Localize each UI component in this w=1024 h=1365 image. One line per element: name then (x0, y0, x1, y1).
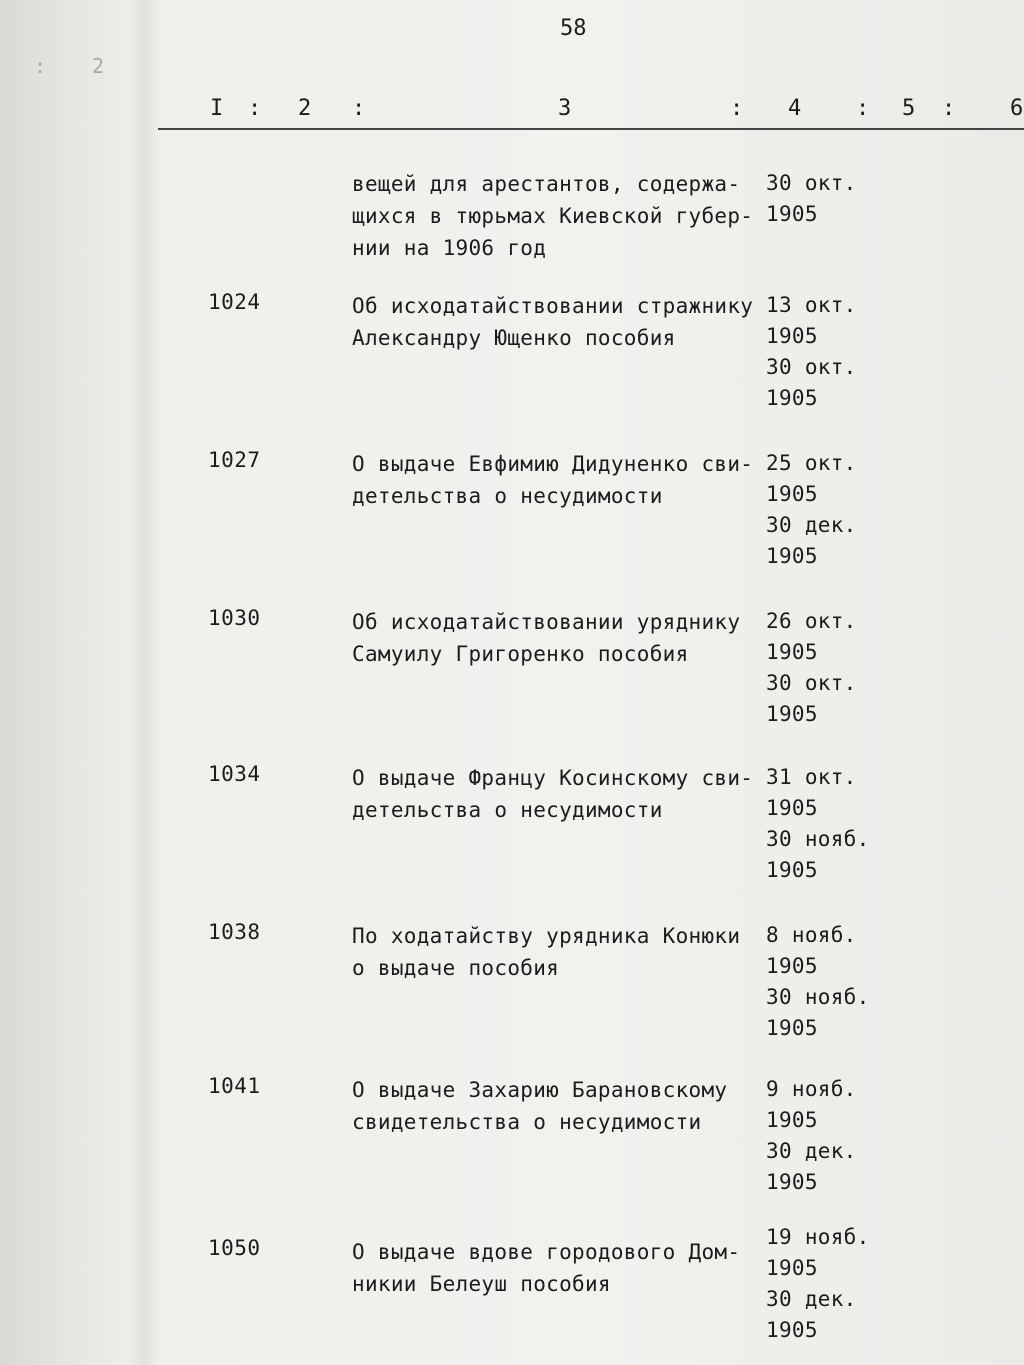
entry-date: 1905 (766, 202, 818, 226)
entry-date: 30 окт. (766, 171, 857, 195)
entry-title (352, 1236, 752, 1300)
header-col-5: 5 (902, 96, 916, 121)
header-col-6: 6 (1010, 96, 1024, 121)
header-col-1: I (210, 96, 224, 121)
entry-date: 1905 (766, 1016, 818, 1040)
entry-title-line: Самуилу Григоренко пособия (352, 642, 689, 666)
entry-title-line: Об исходатайствовании уряднику (352, 610, 741, 634)
entry-title (352, 448, 752, 512)
entry-title-line: о выдаче пособия (352, 956, 560, 980)
entry-number: 1038 (208, 920, 261, 944)
header-separator: : (942, 96, 956, 121)
entry-title-line: детельства о несудимости (352, 798, 663, 822)
entry-date: 30 окт. (766, 671, 857, 695)
entry-number: 1034 (208, 762, 261, 786)
entry-date: 1905 (766, 482, 818, 506)
entry-date: 9 нояб. (766, 1077, 857, 1101)
page-gutter-shadow (130, 0, 160, 1365)
entry-title-line: нии на 1906 год (352, 236, 547, 260)
entry-title-line: щихся в тюрьмах Киевской губер- (352, 204, 754, 228)
header-separator: : (248, 96, 262, 121)
entry-date: 1905 (766, 324, 818, 348)
entry-date: 1905 (766, 796, 818, 820)
entry-date: 1905 (766, 640, 818, 664)
entry-dates (766, 606, 857, 730)
entry-date: 30 дек. (766, 1139, 857, 1163)
page-number: 58 (560, 16, 587, 41)
entry-title-line: О выдаче вдове городового Дом- (352, 1240, 741, 1264)
entry-date: 30 нояб. (766, 985, 870, 1009)
entry-dates (766, 762, 870, 886)
entry-title (352, 920, 752, 984)
entry-title-line: О выдаче Францу Косинскому сви- (352, 766, 754, 790)
entry-date: 1905 (766, 1256, 818, 1280)
entry-date: 1905 (766, 1108, 818, 1132)
entry-dates (766, 448, 857, 572)
entry-dates (766, 1074, 857, 1198)
header-col-3: 3 (558, 96, 572, 121)
entry-number: 1030 (208, 606, 261, 630)
entry-dates (766, 168, 857, 230)
entry-dates (766, 290, 857, 414)
header-col-4: 4 (788, 96, 802, 121)
entry-title-line: О выдаче Евфимию Дидуненко сви- (352, 452, 754, 476)
entry-date: 1905 (766, 954, 818, 978)
entry-date: 30 окт. (766, 355, 857, 379)
entry-date: 1905 (766, 386, 818, 410)
entry-date: 30 нояб. (766, 827, 870, 851)
entry-date: 30 дек. (766, 513, 857, 537)
entry-date: 1905 (766, 858, 818, 882)
entry-date: 30 дек. (766, 1287, 857, 1311)
entry-number: 1050 (208, 1236, 261, 1260)
header-rule (158, 128, 1024, 130)
entry-number: 1027 (208, 448, 261, 472)
entry-date: 19 нояб. (766, 1225, 870, 1249)
entry-title (352, 1074, 752, 1138)
entry-date: 13 окт. (766, 293, 857, 317)
entry-title-line: По ходатайству урядника Конюки (352, 924, 741, 948)
header-separator: : (352, 96, 366, 121)
entry-title-line: никии Белеуш пособия (352, 1272, 611, 1296)
entry-dates (766, 1222, 870, 1346)
entry-dates (766, 920, 870, 1044)
entry-title-line: свидетельства о несудимости (352, 1110, 702, 1134)
entry-date: 8 нояб. (766, 923, 857, 947)
entry-title (352, 290, 752, 354)
left-edge-column-number: 2 (92, 54, 105, 78)
entry-number: 1041 (208, 1074, 261, 1098)
entry-date: 26 окт. (766, 609, 857, 633)
entry-date: 1905 (766, 702, 818, 726)
left-edge-separator: : (34, 54, 47, 78)
entry-title (352, 762, 752, 826)
header-separator: : (856, 96, 870, 121)
entry-number: 1024 (208, 290, 261, 314)
entry-date: 25 окт. (766, 451, 857, 475)
entry-title-line: О выдаче Захарию Барановскому (352, 1078, 728, 1102)
header-separator: : (730, 96, 744, 121)
entry-title-line: Об исходатайствовании стражнику (352, 294, 754, 318)
entry-title-line: вещей для арестантов, содержа- (352, 172, 741, 196)
entry-title-line: детельства о несудимости (352, 484, 663, 508)
entry-date: 1905 (766, 544, 818, 568)
entry-date: 1905 (766, 1318, 818, 1342)
entry-title-line: Александру Ющенко пособия (352, 326, 676, 350)
entry-title (352, 168, 752, 264)
entry-title (352, 606, 752, 670)
header-col-2: 2 (298, 96, 312, 121)
entry-date: 1905 (766, 1170, 818, 1194)
entry-date: 31 окт. (766, 765, 857, 789)
